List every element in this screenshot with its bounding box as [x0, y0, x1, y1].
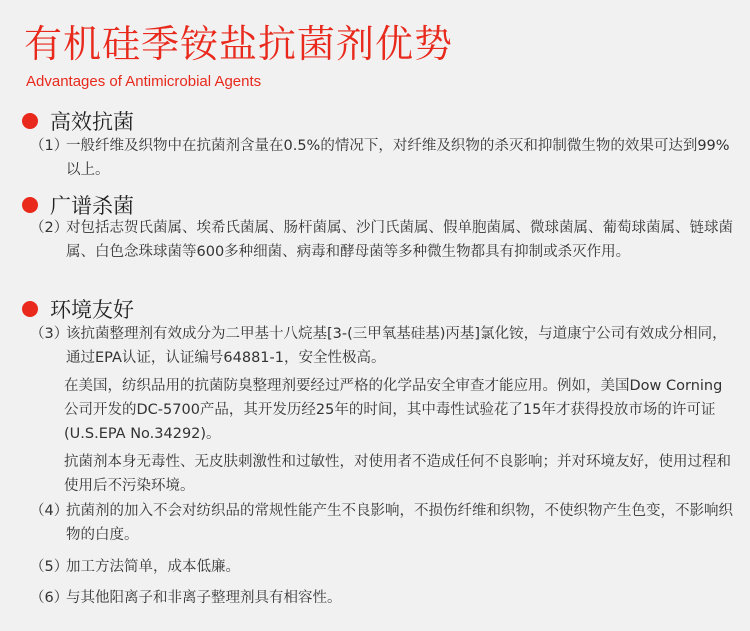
list-item — [30, 555, 735, 579]
red-bullet-icon — [22, 301, 38, 317]
item-number: （6） — [30, 590, 69, 606]
item-number: （4） — [30, 503, 69, 519]
list-item — [30, 499, 735, 547]
item-number: （2） — [30, 220, 69, 236]
list-item — [30, 216, 735, 264]
item-text: 一般纤维及织物中在抗菌剂含量在0.5%的情况下，对纤维及织物的杀灭和抑制微生物的效果可达到99%以上。 — [66, 138, 730, 178]
item-text: 该抗菌整理剂有效成分为二甲基十八烷基[3-(三甲氧基硅基)丙基]氯化铵，与道康宁公司有效成分相同，通过EPA认证，认证编号64881-1，安全性极高。 — [66, 326, 727, 366]
list-item — [30, 322, 735, 370]
red-bullet-icon — [22, 113, 38, 129]
item-number: （1） — [30, 138, 69, 154]
item-text: 对包括志贺氏菌属、埃希氏菌属、肠杆菌属、沙门氏菌属、假单胞菌属、微球菌属、葡萄球菌属、链球菌属、白色念珠球菌等600多种细菌、病毒和酵母菌等多种微生物都具有抑制或杀灭作用。 — [66, 220, 733, 260]
list-item — [30, 134, 735, 182]
page-subtitle: Advantages of Antimicrobial Agents — [26, 73, 262, 90]
paragraph: 抗菌剂本身无毒性、无皮肤刺激性和过敏性，对使用者不造成任何不良影响；并对环境友好，使用过程和使用后不污染环境。 — [64, 454, 731, 494]
item-text: 与其他阳离子和非离子整理剂具有相容性。 — [66, 590, 342, 606]
item-number: （3） — [30, 326, 69, 342]
section-title: 环境友好 — [50, 298, 134, 322]
list-item — [30, 586, 735, 610]
paragraph: 在美国，纺织品用的抗菌防臭整理剂要经过严格的化学品安全审查才能应用。例如，美国Dow Corning公司开发的DC-5700产品，其开发历经25年的时间，其中毒性试验花了15年才获得投放市场的许可证(U.S.EPA No.34292)。 — [64, 378, 723, 442]
item-text: 抗菌剂的加入不会对纺织品的常规性能产生不良影响，不损伤纤维和织物，不使织物产生色变，不影响织物的白度。 — [66, 503, 733, 543]
section-title: 广谱杀菌 — [50, 194, 134, 218]
red-bullet-icon — [22, 197, 38, 213]
section-title: 高效抗菌 — [50, 110, 134, 134]
item-text: 加工方法简单，成本低廉。 — [66, 559, 240, 575]
section-header-eco-friendly — [22, 294, 134, 324]
page-title: 有机硅季铵盐抗菌剂优势 — [24, 22, 454, 66]
section-header-efficient — [22, 106, 134, 136]
item-number: （5） — [30, 559, 69, 575]
